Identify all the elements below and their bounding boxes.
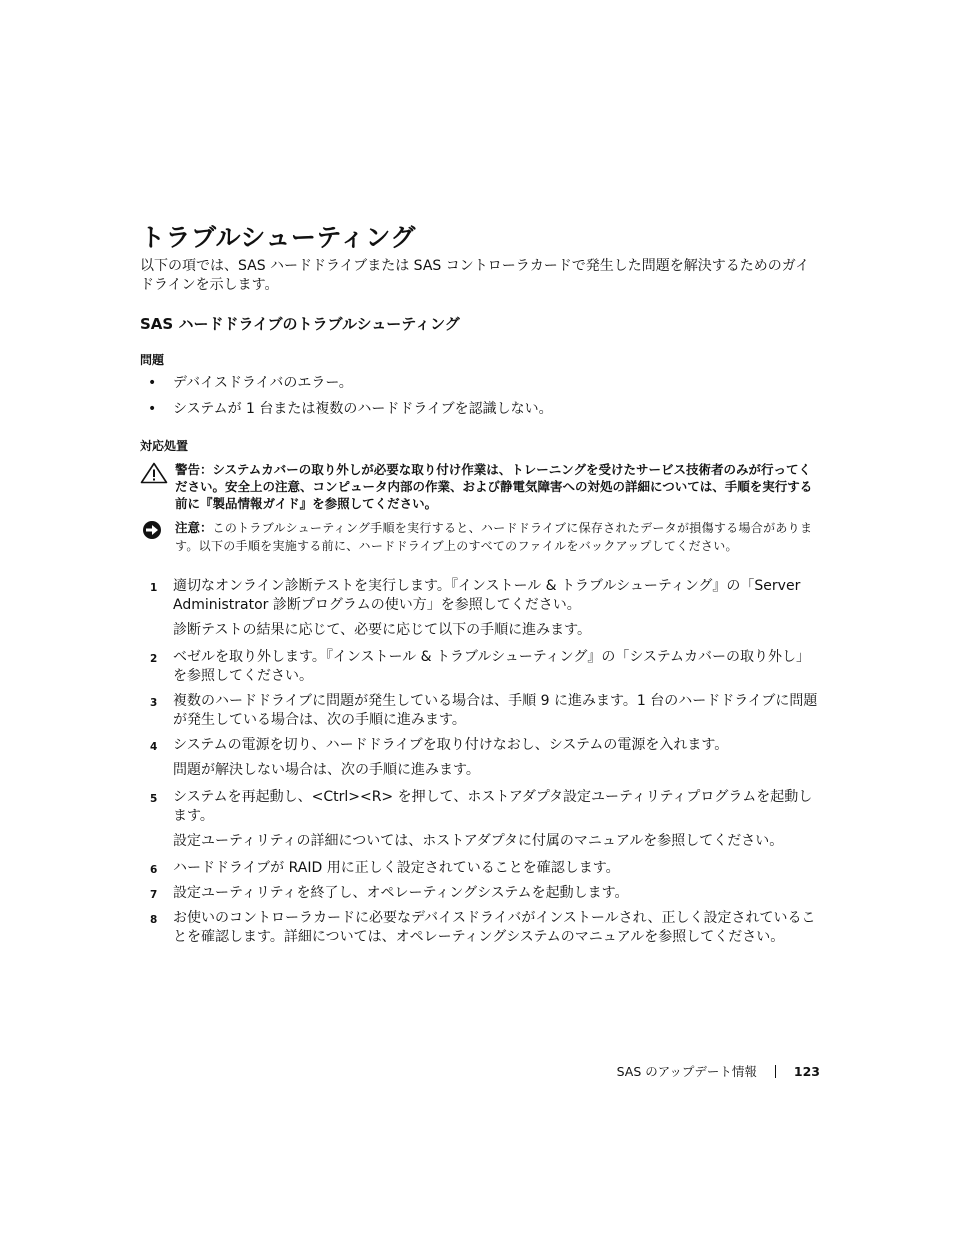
step-item: [140, 788, 820, 826]
step-text: システムを再起動し、<Ctrl><R> を押して、ホストアダプタ設定ユーティリティプログラムを起動します。: [173, 789, 813, 824]
caution-text: このトラブルシューティング手順を実行すると、ハードドライブに保存されたデータが損傷する場合があります。以下の手順を実施する前に、ハードドライブ上のすべてのファイルをバックアップしてください。: [175, 521, 813, 553]
step-item: [140, 909, 820, 947]
problem-list: [140, 374, 820, 426]
step-text: お使いのコントローラカードに必要なデバイスドライバがインストールされ、正しく設定されていることを確認します。詳細については、オペレーティングシステムのマニュアルを参照してください。: [173, 910, 816, 945]
section-heading: SAS ハードドライブのトラブルシューティング: [140, 315, 460, 333]
bullet-glyph: •: [148, 401, 157, 417]
page-title: トラブルシューティング: [140, 223, 416, 252]
list-item: [140, 400, 820, 419]
step-item: [140, 736, 820, 755]
step-text: ハードドライブが RAID 用に正しく設定されていることを確認します。: [173, 860, 620, 876]
footer-divider: [775, 1065, 776, 1078]
step-text: 適切なオンライン診断テストを実行します。『インストール & トラブルシューティング』の「Server Administrator 診断プログラムの使い方」を参照してください。: [173, 578, 801, 613]
step-note: 診断テストの結果に応じて、必要に応じて以下の手順に進みます。: [173, 622, 592, 638]
step-number: 3: [150, 697, 158, 709]
step-text: 複数のハードドライブに問題が発生している場合は、手順 9 に進みます。1 台のハードドライブに問題が発生している場合は、次の手順に進みます。: [173, 693, 818, 728]
caution-label: 注意：: [175, 520, 213, 535]
step-item: [140, 577, 820, 615]
step-number: 4: [150, 741, 158, 753]
step-number: 2: [150, 653, 158, 665]
step-number: 5: [150, 793, 158, 805]
step-item: [140, 692, 820, 730]
warning-triangle-icon: [140, 462, 168, 484]
step-text: システムの電源を切り、ハードドライブを取り付けなおし、システムの電源を入れます。: [173, 737, 729, 753]
caution-arrow-icon: [140, 520, 168, 542]
warning-text: 警告：システムカバーの取り外しが必要な取り付け作業は、トレーニングを受けたサービス技術者のみが行ってください。安全上の注意、コンピュータ内部の作業、および静電気障害への対処の詳細については、手順を実行する前に『製品情報ガイド』を参照してください。: [175, 462, 813, 511]
action-heading: 対応処置: [140, 439, 189, 453]
step-number: 1: [150, 582, 158, 594]
step-text: 設定ユーティリティを終了し、オペレーティングシステムを起動します。: [173, 885, 629, 901]
bullet-glyph: •: [148, 375, 157, 391]
warning-notice: [140, 461, 820, 512]
list-item: [140, 374, 820, 393]
list-item-text: デバイスドライバのエラー。: [173, 375, 353, 391]
page-number: 123: [793, 1063, 820, 1079]
step-number: 6: [150, 864, 158, 876]
procedure-steps: [140, 577, 820, 953]
intro-paragraph: 以下の項では、SAS ハードドライブまたは SAS コントローラカードで発生した問題を解決するためのガイドラインを示します。: [140, 258, 810, 293]
step-item: [140, 648, 820, 686]
step-note: 設定ユーティリティの詳細については、ホストアダプタに付属のマニュアルを参照してください。: [173, 833, 784, 849]
step-note: 問題が解決しない場合は、次の手順に進みます。: [173, 762, 480, 778]
step-number: 7: [150, 889, 158, 901]
step-item: [140, 884, 820, 903]
footer-section-title: SAS のアップデート情報: [616, 1064, 757, 1079]
caution-notice: [140, 519, 820, 555]
step-item: [140, 859, 820, 878]
page-footer: [617, 1062, 820, 1080]
list-item-text: システムが 1 台または複数のハードドライブを認識しない。: [173, 401, 553, 417]
step-number: 8: [150, 914, 158, 926]
step-text: ベゼルを取り外します。『インストール & トラブルシューティング』の「システムカバーの取り外し」を参照してください。: [173, 649, 811, 684]
problem-heading: 問題: [140, 353, 165, 367]
